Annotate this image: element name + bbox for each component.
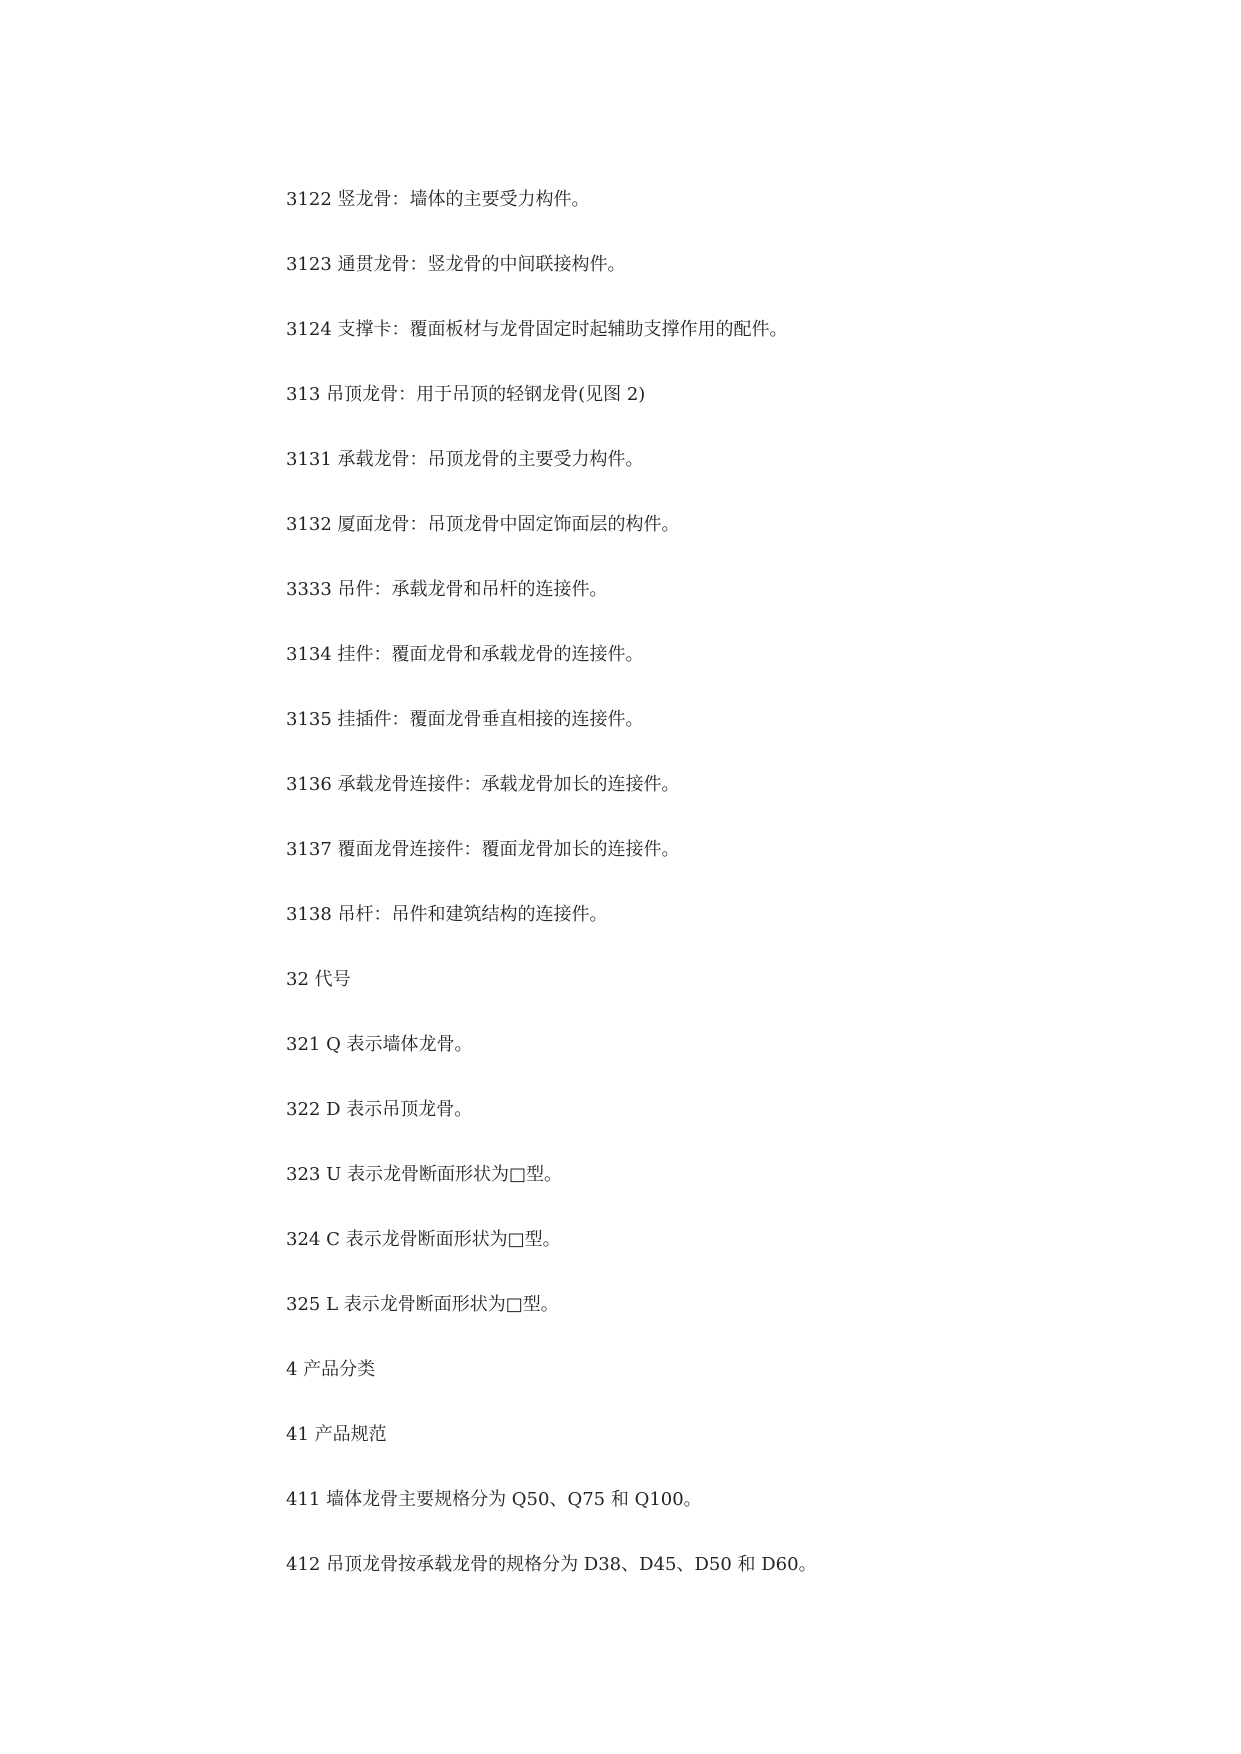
text-line: 412 吊顶龙骨按承载龙骨的规格分为 D38、D45、D50 和 D60。 xyxy=(286,1554,817,1575)
text-line: 3138 吊杆：吊件和建筑结构的连接件。 xyxy=(286,904,608,925)
text-line: 3132 厦面龙骨：吊顶龙骨中固定饰面层的构件。 xyxy=(286,514,680,535)
text-line: 411 墙体龙骨主要规格分为 Q50、Q75 和 Q100。 xyxy=(286,1489,702,1510)
text-line: 3131 承载龙骨：吊顶龙骨的主要受力构件。 xyxy=(286,449,644,470)
text-line: 323 U 表示龙骨断面形状为□型。 xyxy=(286,1164,562,1185)
text-line: 3134 挂件：覆面龙骨和承载龙骨的连接件。 xyxy=(286,644,644,665)
text-line: 3135 挂插件：覆面龙骨垂直相接的连接件。 xyxy=(286,709,644,730)
text-line: 3124 支撑卡：覆面板材与龙骨固定时起辅助支撑作用的配件。 xyxy=(286,319,788,340)
text-line: 3333 吊件：承载龙骨和吊杆的连接件。 xyxy=(286,579,608,600)
text-line: 3136 承载龙骨连接件：承载龙骨加长的连接件。 xyxy=(286,774,680,795)
text-line: 3122 竖龙骨：墙体的主要受力构件。 xyxy=(286,189,590,210)
section-heading: 4 产品分类 xyxy=(286,1359,376,1380)
text-line: 324 C 表示龙骨断面形状为□型。 xyxy=(286,1229,561,1250)
text-line: 322 D 表示吊顶龙骨。 xyxy=(286,1099,473,1120)
text-line: 3137 覆面龙骨连接件：覆面龙骨加长的连接件。 xyxy=(286,839,680,860)
text-line: 321 Q 表示墙体龙骨。 xyxy=(286,1034,473,1055)
text-line: 3123 通贯龙骨：竖龙骨的中间联接构件。 xyxy=(286,254,626,275)
text-line: 325 L 表示龙骨断面形状为□型。 xyxy=(286,1294,559,1315)
section-heading: 32 代号 xyxy=(286,969,351,990)
text-line: 313 吊顶龙骨：用于吊顶的轻钢龙骨(见图 2) xyxy=(286,384,646,405)
section-heading: 41 产品规范 xyxy=(286,1424,387,1445)
